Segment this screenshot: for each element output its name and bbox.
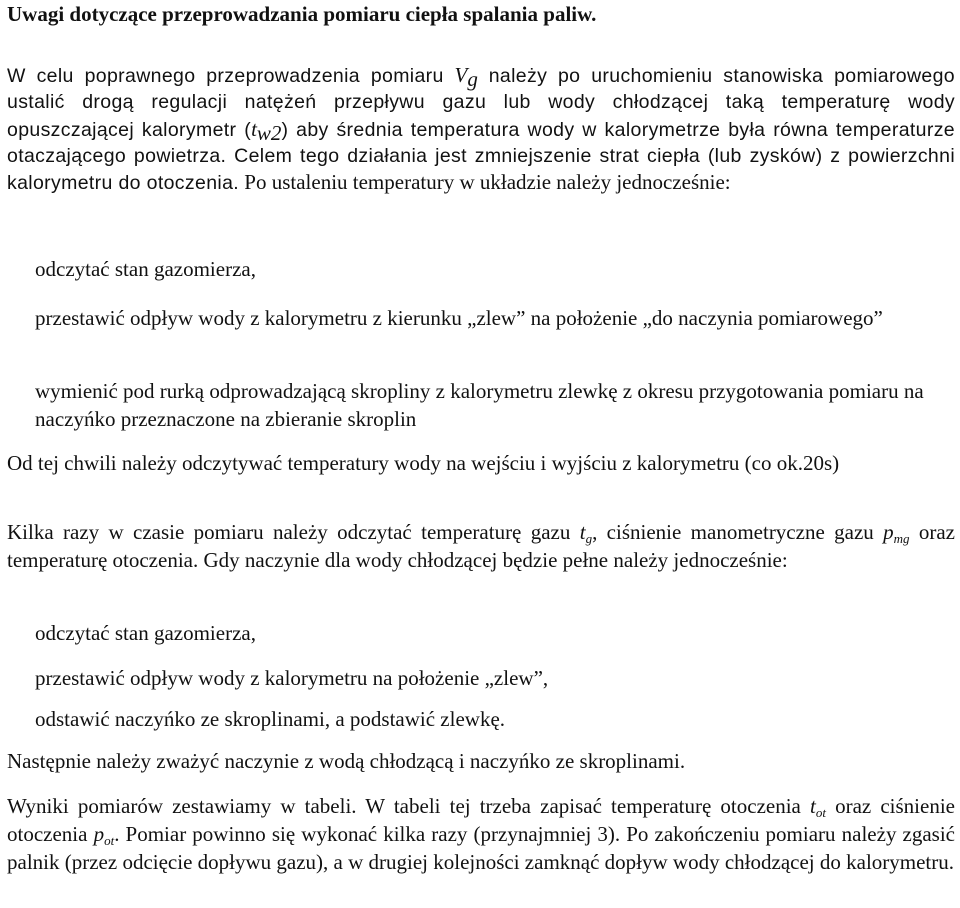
p1-text-a: W celu poprawnego przeprowadzenia pomiaru [7,65,455,87]
paragraph-readings: Od tej chwili należy odczytywać temperatury wody na wejściu i wyjściu z kalorymetru (co ok.20s) [7,451,840,475]
symbol-t-subscript: g [585,531,593,546]
p1-text-b: należy po uruchomieniu stanowiska pomiarowego ustalić drogą regulacji natężeń przepływu gazu lub wody chłodzącej taką temperaturę wody opuszczającej kalorymetr ( [7,65,955,141]
p1-text-d: Po ustaleniu temperatury w układzie należy jednocześnie: [239,170,731,195]
list1-item-3: wymienić pod rurką odprowadzającą skropliny z kalorymetru zlewkę z okresu przygotowania pomiaru na naczyńko przeznaczone na zbieranie skroplin [35,379,924,431]
paragraph-results [7,792,955,876]
list-item [35,665,955,691]
list-item [35,620,955,646]
symbol-p: p [93,822,105,846]
p5-text-a: Wyniki pomiarów zestawiamy w tabeli. W tabeli tej trzeba zapisać temperaturę otoczenia [7,794,810,818]
symbol-t: t [579,520,586,544]
list-item [35,305,955,332]
symbol-t: t [251,116,257,141]
list2-item-1: odczytać stan gazomierza, [35,621,256,645]
p3-text-b: , ciśnienie manometryczne gazu [592,520,884,544]
p1-text-c: ) aby średnia temperatura wody w kalorymetrze była równa temperaturze otaczającego powietrza. Celem tego działania jest zmniejszenie strat ciepła (lub zysków) z powierzchni kalorymetru do otoczenia. [7,118,955,195]
list-item [35,377,955,433]
p5-text-b: oraz ciśnienie otoczenia [7,794,955,846]
p3-text-c: oraz temperaturę otoczenia. Gdy naczynie dla wody chłodzącej będzie pełne należy jednocześnie: [7,520,956,572]
list1-item-2: przestawić odpływ wody z kalorymetru z kierunku „zlew” na położenie „do naczynia pomiarowego” [35,306,883,330]
symbol-p-subscript: ot [104,833,115,848]
symbol-v: V [454,63,468,87]
symbol-p-subscript: mg [893,531,910,546]
list-item [35,256,955,282]
symbol-t: t [810,794,816,818]
p5-text-c: . Pomiar powinno się wykonać kilka razy (przynajmniej 3). Po zakończeniu pomiaru należy zgasić palnik (przez odcięcie dopływu gazu), a w drugiej kolejności zamknąć dopływ wody chłodzącej do kalorymetru. [7,822,956,874]
symbol-v-subscript: g [467,67,478,91]
document-page [7,0,956,874]
paragraph-intro [7,62,955,196]
symbol-t-subscript: ot [815,805,826,820]
paragraph-measure [7,518,955,574]
list2-item-2: przestawić odpływ wody z kalorymetru na położenie „zlew”, [35,666,549,690]
list2-item-3: odstawić naczyńko ze skroplinami, a podstawić zlewkę. [35,707,506,731]
list-item [35,706,955,732]
paragraph-weigh: Następnie należy zważyć naczynie z wodą chłodzącą i naczyńko ze skroplinami. [7,749,686,773]
p3-text-a: Kilka razy w czasie pomiaru należy odczytać temperaturę gazu [7,520,580,544]
list1-item-1: odczytać stan gazomierza, [35,257,256,281]
document-title: Uwagi dotyczące przeprowadzania pomiaru ciepła spalania paliw. [7,2,597,26]
symbol-t-subscript: w2 [256,120,282,145]
symbol-p: p [883,520,894,544]
